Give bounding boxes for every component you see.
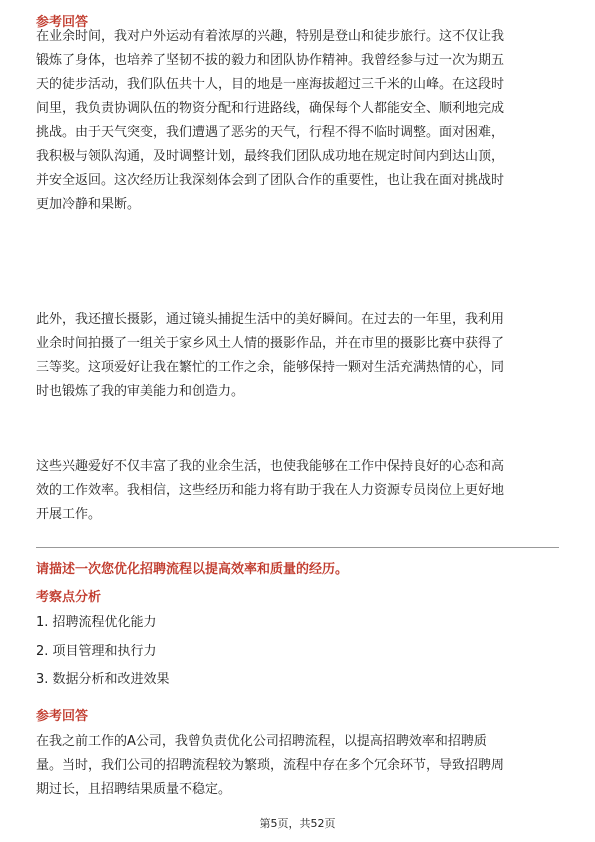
answer-paragraph-1 <box>36 25 559 217</box>
answer-paragraph-2 <box>36 308 559 404</box>
analysis-item: 2. 项目管理和执行力 <box>36 644 157 659</box>
text-line: 开展工作。 <box>36 507 102 522</box>
text-line: 我积极与领队沟通，及时调整计划，最终我们团队成功地在规定时间内到达山顶， <box>36 149 505 164</box>
question-text: 请描述一次您优化招聘流程以提高效率和质量的经历。 <box>36 562 349 577</box>
text-line: 这些兴趣爱好不仅丰富了我的业余生活，也使我能够在工作中保持良好的心态和高 <box>36 459 505 474</box>
answer-heading-2: 参考回答 <box>36 709 89 724</box>
text-line: 更加冷静和果断。 <box>36 197 141 212</box>
text-line: 业余时间拍摄了一组关于家乡风土人情的摄影作品，并在市里的摄影比赛中获得了 <box>36 336 505 351</box>
analysis-heading: 考察点分析 <box>36 590 102 605</box>
answer-paragraph-4 <box>36 730 559 802</box>
page-number-footer: 第5页，共52页 <box>259 817 336 830</box>
text-line: 挑战。由于天气突变，我们遭遇了恶劣的天气，行程不得不临时调整。面对困难， <box>36 125 505 140</box>
analysis-item: 3. 数据分析和改进效果 <box>36 672 170 687</box>
text-line: 期过长，且招聘结果质量不稳定。 <box>36 782 232 797</box>
text-line: 量。当时，我们公司的招聘流程较为繁琐，流程中存在多个冗余环节，导致招聘周 <box>36 758 505 773</box>
text-line: 锻炼了身体，也培养了坚韧不拔的毅力和团队协作精神。我曾经参与过一次为期五 <box>36 53 505 68</box>
text-line: 此外，我还擅长摄影，通过镜头捕捉生活中的美好瞬间。在过去的一年里，我利用 <box>36 312 505 327</box>
answer-paragraph-3 <box>36 455 559 527</box>
section-divider <box>36 547 559 548</box>
text-line: 效的工作效率。我相信，这些经历和能力将有助于我在人力资源专员岗位上更好地 <box>36 483 505 498</box>
answer-heading: 参考回答 <box>36 15 89 30</box>
text-line: 在业余时间，我对户外运动有着浓厚的兴趣，特别是登山和徒步旅行。这不仅让我 <box>36 29 505 44</box>
text-line: 时也锻炼了我的审美能力和创造力。 <box>36 384 245 399</box>
text-line: 间里，我负责协调队伍的物资分配和行进路线，确保每个人都能安全、顺利地完成 <box>36 101 505 116</box>
text-line: 三等奖。这项爱好让我在繁忙的工作之余，能够保持一颗对生活充满热情的心，同 <box>36 360 505 375</box>
text-line: 并安全返回。这次经历让我深刻体会到了团队合作的重要性，也让我在面对挑战时 <box>36 173 505 188</box>
analysis-item: 1. 招聘流程优化能力 <box>36 615 157 630</box>
text-line: 天的徒步活动，我们队伍共十人，目的地是一座海拔超过三千米的山峰。在这段时 <box>36 77 505 92</box>
text-line: 在我之前工作的A公司，我曾负责优化公司招聘流程，以提高招聘效率和招聘质 <box>36 734 487 749</box>
